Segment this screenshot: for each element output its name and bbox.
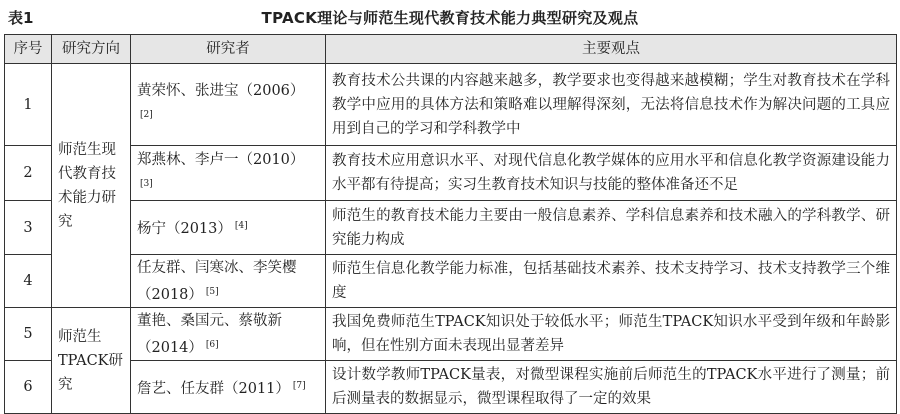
- row-number: 6: [5, 361, 52, 414]
- researcher-name: 董艳、桑国元、蔡敬新（2014）: [137, 312, 282, 356]
- reference-mark: [2]: [140, 110, 153, 120]
- table-row: [5, 146, 897, 201]
- researcher-name: 黄荣怀、张进宝（2006）: [137, 83, 305, 99]
- row-number: 1: [5, 64, 52, 146]
- view-cell: 教育技术应用意识水平、对现代信息化教学媒体的应用水平和信息化教学资源建设能力水平都有待提高；实习生教育技术知识与技能的整体准备还不足: [326, 146, 897, 201]
- researcher-cell: [131, 308, 326, 361]
- reference-mark: [5]: [205, 286, 219, 297]
- header-row: [5, 35, 897, 64]
- view-cell: 我国免费师范生TPACK知识处于较低水平；师范生TPACK知识水平受到年级和年龄影响，但在性别方面未表现出显著差异: [326, 308, 897, 361]
- table-title: TPACK理论与师范生现代教育技术能力典型研究及观点: [261, 9, 639, 27]
- view-cell: 师范生的教育技术能力主要由一般信息素养、学科信息素养和技术融入的学科教学、研究能力构成: [326, 201, 897, 255]
- reference-mark: [6]: [205, 339, 219, 350]
- header-researcher: 研究者: [131, 35, 326, 64]
- direction-cell: 师范生TPACK研究: [52, 308, 131, 414]
- reference-mark: [7]: [292, 380, 306, 391]
- researcher-name: 杨宁（2013）: [137, 221, 232, 237]
- research-table: [4, 34, 897, 414]
- table-row: [5, 201, 897, 255]
- researcher-cell: [131, 146, 326, 201]
- view-cell: 设计数学教师TPACK量表，对微型课程实施前后师范生的TPACK水平进行了测量；前后测量表的数据显示，微型课程取得了一定的效果: [326, 361, 897, 414]
- row-number: 2: [5, 146, 52, 201]
- table-row: [5, 361, 897, 414]
- header-no: 序号: [5, 35, 52, 64]
- table-label: 表1: [8, 9, 34, 27]
- header-view: 主要观点: [326, 35, 897, 64]
- row-number: 5: [5, 308, 52, 361]
- row-number: 3: [5, 201, 52, 255]
- table-row: [5, 308, 897, 361]
- researcher-cell: [131, 64, 326, 146]
- researcher-name: 詹艺、任友群（2011）: [137, 380, 290, 397]
- researcher-cell: [131, 361, 326, 414]
- table-caption: [0, 0, 900, 34]
- view-cell: 师范生信息化教学能力标准，包括基础技术素养、技术支持学习、技术支持教学三个维度: [326, 255, 897, 308]
- reference-mark: [4]: [234, 221, 248, 231]
- table-row: [5, 64, 897, 146]
- reference-mark: [3]: [140, 178, 153, 189]
- direction-cell: 师范生现代教育技术能力研究: [52, 64, 131, 308]
- table-row: [5, 255, 897, 308]
- view-cell: 教育技术公共课的内容越来越多，教学要求也变得越来越模糊；学生对教育技术在学科教学中应用的具体方法和策略难以理解得深刻，无法将信息技术作为解决问题的工具应用到自己的学习和学科教学中: [326, 64, 897, 146]
- researcher-cell: [131, 201, 326, 255]
- researcher-name: 任友群、闫寒冰、李笑樱（2018）: [137, 259, 297, 303]
- row-number: 4: [5, 255, 52, 308]
- researcher-cell: [131, 255, 326, 308]
- researcher-name: 郑燕林、李卢一（2010）: [137, 151, 305, 168]
- header-direction: 研究方向: [52, 35, 131, 64]
